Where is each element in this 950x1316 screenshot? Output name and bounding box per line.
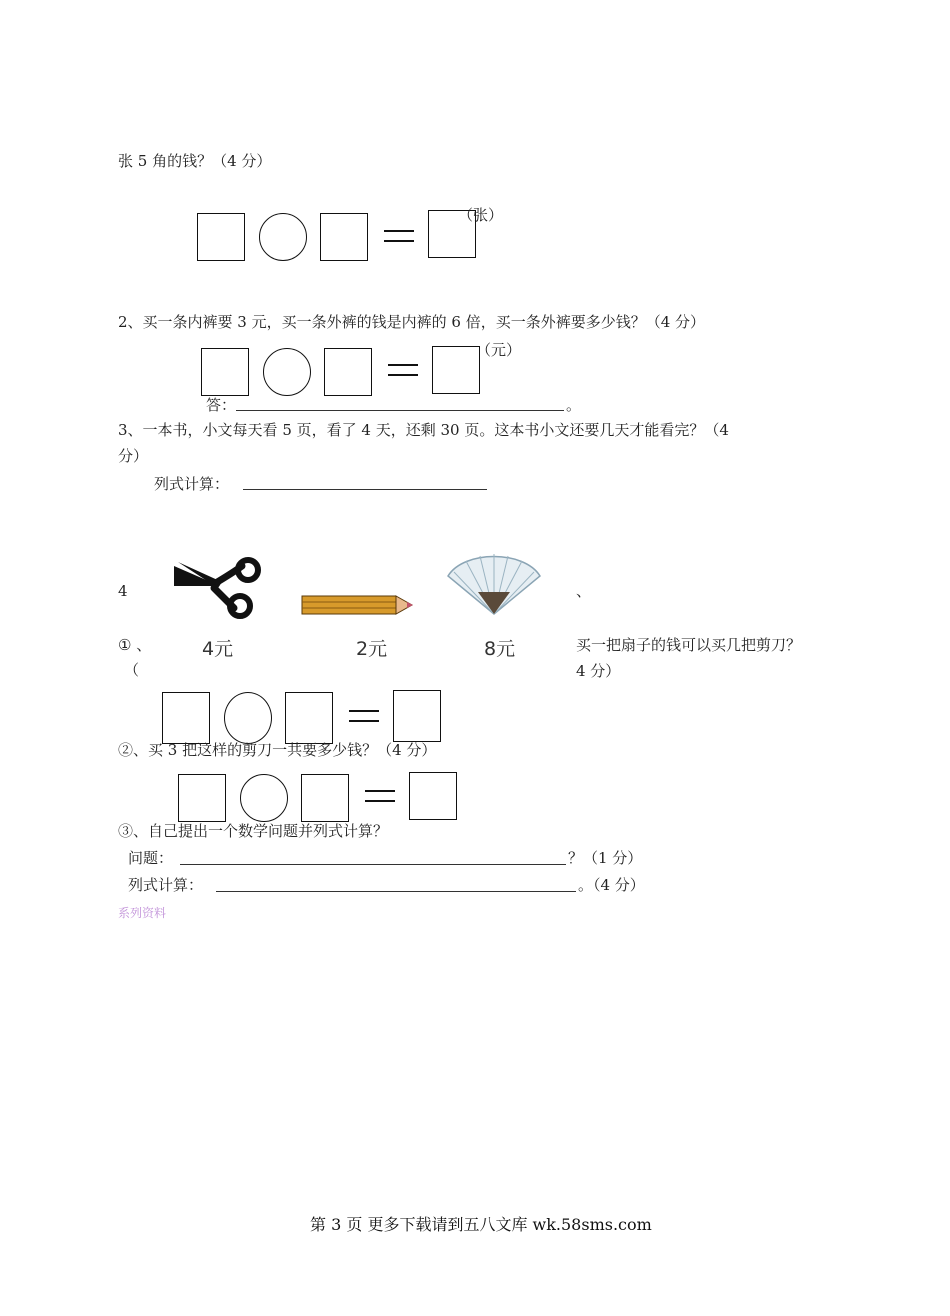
- answer-box[interactable]: [162, 692, 210, 744]
- result-box[interactable]: [409, 772, 457, 820]
- q4-calc-label: 列式计算：: [128, 876, 204, 894]
- q3-text-line2: 分）: [118, 447, 149, 465]
- q4-sub1-score: 4 分）: [576, 662, 621, 680]
- equals-sign: [388, 364, 418, 376]
- answer-box[interactable]: [197, 213, 245, 261]
- q1-text: 张 5 角的钱？（4 分）: [118, 152, 272, 170]
- q3-calc-line[interactable]: [243, 489, 487, 490]
- q4-sub2-unit: （元）: [432, 767, 478, 785]
- pencil-icon: [300, 592, 416, 620]
- q3-text-line1: 3、一本书，小文每天看 5 页，看了 4 天，还剩 30 页。这本书小文还要几天才能看完？（4: [118, 421, 729, 439]
- scissors-price: 4元: [202, 638, 234, 660]
- q4-number: 4: [118, 582, 128, 600]
- q2-answer-label: 答：: [206, 396, 237, 414]
- answer-box[interactable]: [324, 348, 372, 396]
- answer-box[interactable]: [285, 692, 333, 744]
- operator-circle[interactable]: [259, 213, 307, 261]
- q4-sub1-marker: ① 、: [118, 636, 152, 654]
- answer-box[interactable]: [320, 213, 368, 261]
- q4-calc-line[interactable]: [216, 891, 576, 892]
- operator-circle[interactable]: [224, 692, 272, 744]
- answer-box[interactable]: [301, 774, 349, 822]
- answer-box[interactable]: [178, 774, 226, 822]
- watermark-text: 系列资料: [118, 906, 167, 920]
- q1-unit: （张）: [458, 206, 504, 224]
- equals-sign: [349, 710, 379, 722]
- q4-sub1-text: 买一把扇子的钱可以买几把剪刀？: [576, 636, 802, 654]
- q3-calc-label: 列式计算：: [154, 475, 230, 493]
- q4-question-line[interactable]: [180, 864, 566, 865]
- q4-sub1-paren: （: [124, 661, 140, 679]
- equals-sign: [365, 790, 395, 802]
- q4-calc-end: 。（4 分）: [578, 876, 645, 894]
- q4-sub3-text: ③、自己提出一个数学问题并列式计算？: [118, 822, 389, 840]
- q4-question-end: ？（1 分）: [568, 849, 643, 867]
- result-box[interactable]: [432, 346, 480, 394]
- pencil-price: 2元: [356, 638, 388, 660]
- page-footer: 第 3 页 更多下载请到五八文库 wk.58sms.com: [310, 1215, 652, 1234]
- q4-question-label: 问题：: [128, 849, 174, 867]
- q2-answer-end: 。: [566, 396, 582, 414]
- operator-circle[interactable]: [263, 348, 311, 396]
- fan-icon: [444, 552, 544, 620]
- operator-circle[interactable]: [240, 774, 288, 822]
- q2-answer-line[interactable]: [236, 410, 564, 411]
- scissors-icon: [168, 556, 264, 620]
- q4-comma: 、: [576, 582, 592, 600]
- result-box[interactable]: [393, 690, 441, 742]
- q4-sub2-text: ②、买 3 把这样的剪刀一共要多少钱？（4 分）: [118, 741, 437, 759]
- q4-sub1-unit: （把）: [420, 686, 466, 704]
- q2-unit: （元）: [476, 341, 522, 359]
- q2-text: 2、买一条内裤要 3 元，买一条外裤的钱是内裤的 6 倍，买一条外裤要多少钱？（4 分）: [118, 313, 706, 331]
- fan-price: 8元: [484, 638, 516, 660]
- equals-sign: [384, 230, 414, 242]
- answer-box[interactable]: [201, 348, 249, 396]
